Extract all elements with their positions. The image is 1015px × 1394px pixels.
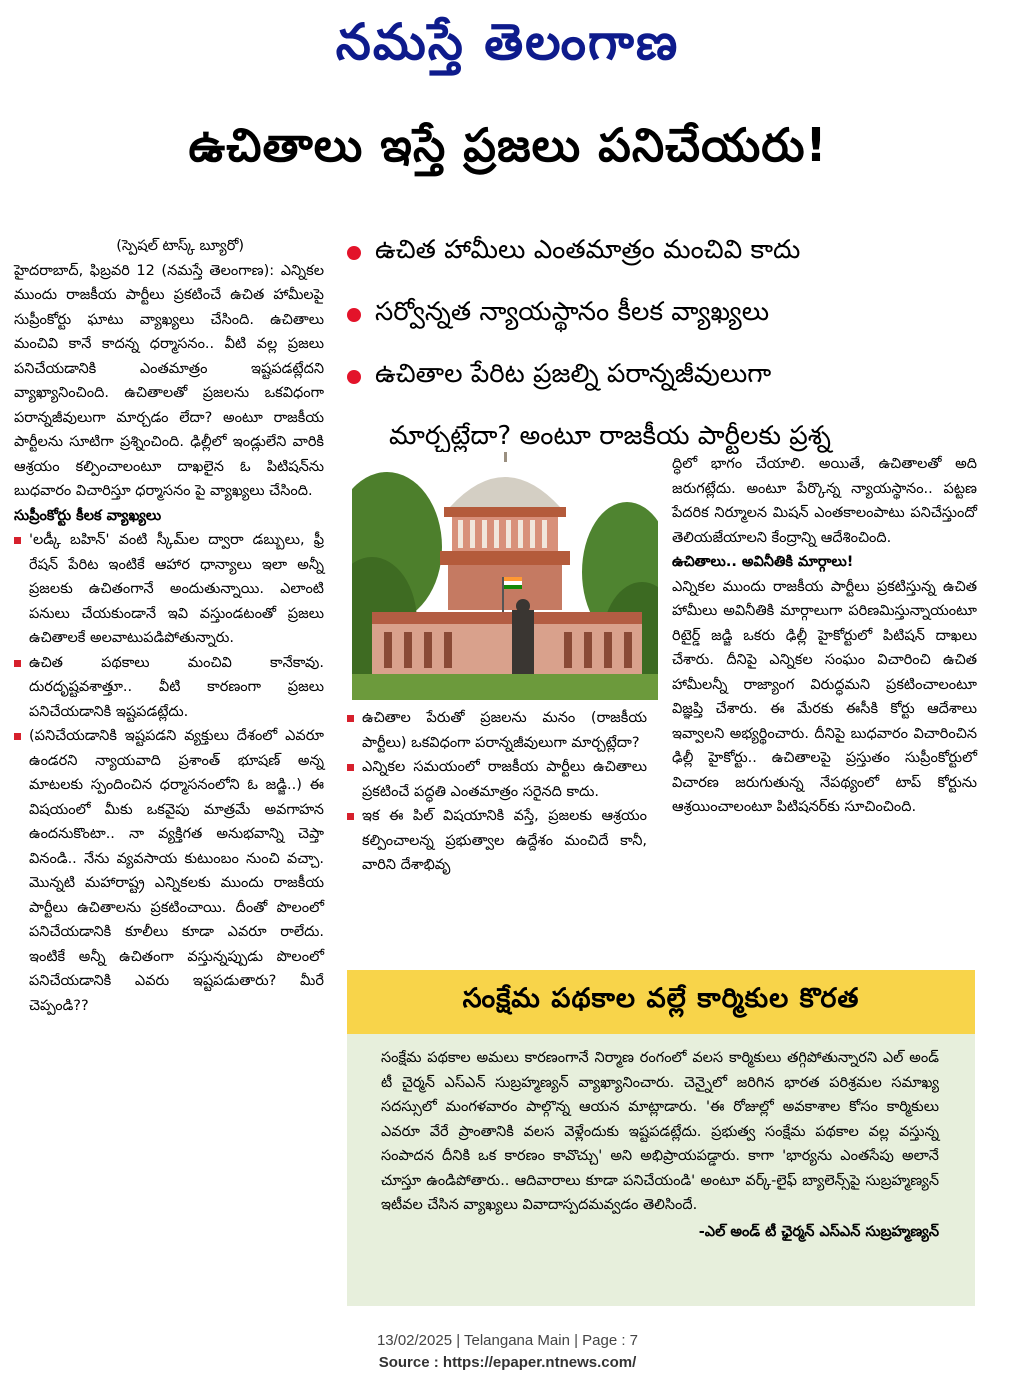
red-dot-icon <box>347 246 361 260</box>
footer-source-link[interactable]: Source : https://epaper.ntnews.com/ <box>378 1354 637 1371</box>
square-bullet-icon <box>14 733 21 740</box>
headline: ఉచితాలు ఇస్తే ప్రజలు పనిచేయరు! <box>188 118 828 172</box>
supreme-court-photo <box>352 452 658 700</box>
list-item <box>14 651 324 725</box>
footer-date-line: 13/02/2025 | Telangana Main | Page : 7 <box>376 1332 639 1349</box>
box-signature: -ఎల్ అండ్ టీ ఛైర్మన్ ఎస్ఎన్ సుబ్రహ్మణ్యన్ <box>698 1223 939 1240</box>
highlights <box>347 222 977 470</box>
red-dot-icon <box>347 370 361 384</box>
list-item <box>14 724 324 1018</box>
sidebar-box <box>347 970 975 1306</box>
box-body <box>347 1034 975 1244</box>
list-item-text: ఇక ఈ పిల్ విషయానికి వస్తే, ప్రజలకు ఆశ్రయం కల్పించాలన్న ప్రభుత్వాల ఉద్దేశం మంచిదే కానీ, వారిని దేశాభివృ <box>362 808 647 873</box>
highlight-text: మార్చట్లేదా? అంటూ రాజకీయ పార్టీలకు ప్రశ్న <box>389 421 831 451</box>
left-column <box>14 234 324 1018</box>
highlight-item <box>347 222 977 284</box>
list-item-text: ఉచితాల పేరుతో ప్రజలను మనం (రాజకీయ పార్టీలు) ఒకవిధంగా పరాన్నజీవులుగా మార్చట్లేదా? <box>362 710 647 751</box>
box-title: సంక్షేమ పథకాల వల్లే కార్మికుల కొరత <box>347 970 975 1034</box>
paragraph: ఎన్నికల ముందు రాజకీయ పార్టీలు ప్రకటిస్తున్న ఉచిత హామీలు అవినీతికి మార్గాలుగా పరిణమిస్తున్నాయంటూ రిటైర్డ్ జడ్జి ఒకరు ఢిల్లీ హైకోర్టులో పిటిషన్ దాఖలు చేశారు. దీనిపై ఎన్నికల సంఘం విచారించి ఉచిత హామీలన్నీ రాజ్యాంగ విరుద్ధమని ప్రకటించాలంటూ విజ్ఞప్తి చేశారు. ఈ మేరకు ఈసీకి కోర్టు ఆదేశాలు ఇవ్వాలని అభ్యర్థించారు. దీనిపై బుధవారం విచారించిన ఢిల్లీ హైకోర్టు.. ఉచితాలపై ప్రస్తుతం సుప్రీంకోర్టులో విచారణ జరుగుతున్న నేపథ్యంలో టాప్ కోర్టును ఆశ్రయించాలంటూ పిటిషనర్‌కు సూచించింది. <box>672 578 977 815</box>
square-bullet-icon <box>347 813 354 820</box>
box-paragraph: సంక్షేమ పథకాల అమలు కారణంగానే నిర్మాణ రంగంలో వలస కార్మికులు తగ్గిపోతున్నారని ఎల్ అండ్ టీ చైర్మన్ ఎస్ఎన్ సుబ్రహ్మణ్యన్ వ్యాఖ్యానించారు. చెన్నైలో జరిగిన భారత పరిశ్రమల సమాఖ్య సదస్సులో మంగళవారం పాల్గొన్న ఆయన మాట్లాడారు. 'ఈ రోజుల్లో అవకాశాల కోసం కార్మికులు ఎవరూ వేరే ప్రాంతానికి వలస వెళ్లేందుకు ఇష్టపడట్లేదు. ప్రభుత్వ సంక్షేమ పథకాల వల్ల వస్తున్న సంపాదన దీనికి ఒక కారణం కావొచ్చు' అని అభిప్రాయపడ్డారు. కాగా 'భార్యను ఎంతసేపు అలానే చూస్తూ ఉండిపోతారు.. ఆదివారాలు కూడా పనిచేయండి' అంటూ వర్క్-లైఫ్ బ్యాలెన్స్‌పై సుబ్రహ్మణ్యన్ ఇటీవల చేసిన వ్యాఖ్యలు వివాదాస్పదమవ్వడం తెలిసిందే. <box>381 1050 939 1213</box>
list-item <box>14 528 324 651</box>
highlight-text: ఉచిత హామీలు ఎంతమాత్రం మంచివి కాదు <box>375 235 801 265</box>
intro-paragraph: హైదరాబాద్, ఫిబ్రవరి 12 (నమస్తే తెలంగాణ): ఎన్నికల ముందు రాజకీయ పార్టీలు ప్రకటించే ఉచిత హామీలపై సుప్రీంకోర్టు ఘాటు వ్యాఖ్యలు చేసింది. ఉచితాలు మంచివి కానే కాదన్న ధర్మాసనం.. వీటి వల్ల ప్రజలు పనిచేయడానికి ఎంతమాత్రం ఇష్టపడట్లేదని వ్యాఖ్యానించింది. ఉచితాలతో ప్రజలను ఒకవిధంగా పరాన్నజీవులుగా మార్చడం లేదా? అంటూ రాజకీయ పార్టీలను సూటిగా ప్రశ్నించింది. ఢిల్లీలో ఇండ్లులేని వారికి ఆశ్రయం కల్పించాలంటూ దాఖలైన ఓ పిటిషన్‌ను బుధవారం విచారిస్తూ ధర్మాసనం పై వ్యాఖ్యలు చేసింది. <box>14 262 324 499</box>
square-bullet-icon <box>347 764 354 771</box>
byline: (స్పెషల్ టాస్క్ బ్యూరో) <box>116 238 244 254</box>
square-bullet-icon <box>347 715 354 722</box>
subhead: సుప్రీంకోర్టు కీలక వ్యాఖ్యలు <box>14 507 162 524</box>
highlight-item <box>347 284 977 346</box>
list-item-text: 'లడ్కీ బహిన్' వంటి స్కీమ్‌ల ద్వారా డబ్బులు, ఫ్రీ రేషన్ పేరిట ఇంటికే ఆహార ధాన్యాలు ఇలా అన్నీ ప్రజలకు ఉచితంగానే అందుతున్నాయి. ఎలాంటి పనులు చేయకుండానే ఇవి వస్తుండటంతో ప్రజలు ఉచితాలకే అలవాటుపడిపోతున్నారు. <box>29 532 324 646</box>
list-item-text: (పనిచేయడానికి ఇష్టపడని వ్యక్తులు దేశంలో ఎవరూ ఉండరని న్యాయవాది ప్రశాంత్ భూషణ్ అన్న మాటలకు స్పందించిన ధర్మాసనంలోని ఓ జడ్జి..) ఈ విషయంలో మీకు ఒకవైపు మాత్రమే అవగాహన ఉందనుకొంటా.. నా వ్యక్తిగత అనుభవాన్ని చెప్తా వినండి.. నేను వ్యవసాయ కుటుంబం నుంచి వచ్చా. మొన్నటి మహారాష్ట్ర ఎన్నికలకు ముందు రాజకీయ పార్టీలు ఉచితాలను ప్రకటించాయి. దీంతో పొలంలో పనిచేయడానికి కూలీలు కూడా ఎవరూ రాలేదు. ఇంటికే అన్నీ ఉచితంగా వస్తున్నప్పుడు పొలంలో పనిచేయడానికి ఎవరు ఇష్టపడుతారు? మీరే చెప్పండి?? <box>29 728 324 1014</box>
supreme-court-building-image <box>352 452 658 700</box>
red-dot-icon <box>347 308 361 322</box>
list-item <box>347 706 647 755</box>
square-bullet-icon <box>14 537 21 544</box>
masthead-logo: నమస్తే తెలంగాణ <box>335 12 680 71</box>
square-bullet-icon <box>14 660 21 667</box>
list-item <box>347 804 647 878</box>
right-column <box>672 452 977 820</box>
list-item <box>347 755 647 804</box>
highlight-item <box>347 346 977 408</box>
page-footer <box>0 1330 1015 1374</box>
paragraph: ద్ధిలో భాగం చేయాలి. అయితే, ఉచితాలతో అది జరుగట్లేదు. అంటూ పేర్కొన్న న్యాయస్థానం.. పట్టణ పేదరిక నిర్మూలన మిషన్ ఎంతకాలంపాటు పనిచేస్తుందో తెలియజేయాలని కేంద్రాన్ని ఆదేశించింది. <box>672 456 977 546</box>
list-item-text: ఉచిత పథకాలు మంచివి కానేకావు. దురదృష్టవశాత్తూ.. వీటి కారణంగా ప్రజలు పనిచేయడానికి ఇష్టపడట్లేదు. <box>29 654 324 720</box>
highlight-text: సర్వోన్నత న్యాయస్థానం కీలక వ్యాఖ్యలు <box>375 297 770 327</box>
subhead: ఉచితాలు.. అవినీతికి మార్గాలు! <box>672 554 854 570</box>
middle-column <box>347 706 647 878</box>
highlight-text: ఉచితాల పేరిట ప్రజల్ని పరాన్నజీవులుగా <box>375 359 772 389</box>
list-item-text: ఎన్నికల సమయంలో రాజకీయ పార్టీలు ఉచితాలు ప్రకటించే పద్ధతి ఎంతమాత్రం సరైనది కాదు. <box>362 759 647 800</box>
